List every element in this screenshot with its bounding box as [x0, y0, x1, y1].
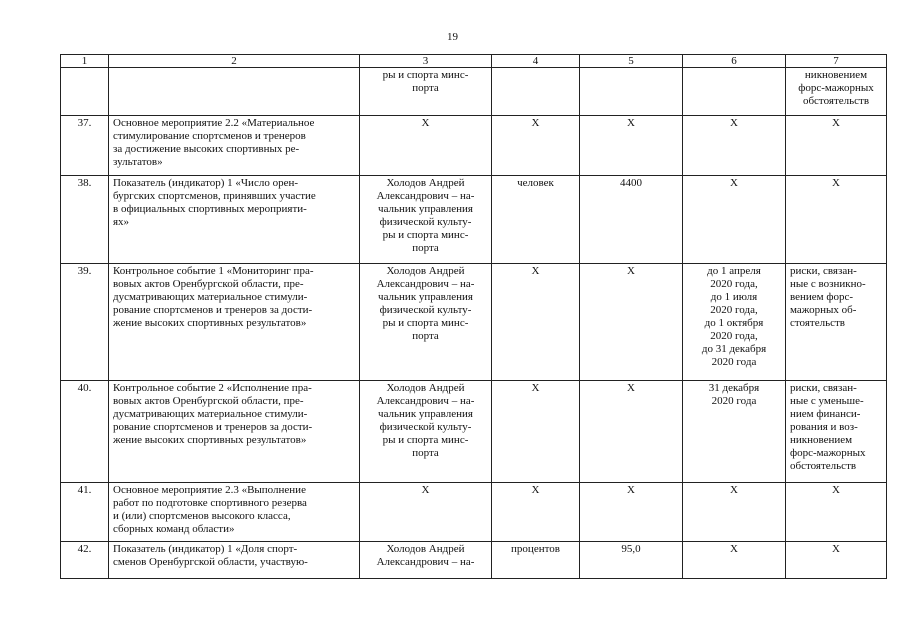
responsible-cell — [360, 264, 492, 381]
row-number-cell — [61, 381, 109, 483]
column-header: 7 — [786, 55, 887, 68]
cell-text: X — [730, 177, 738, 189]
cell-text: X — [627, 382, 635, 394]
row-number-cell — [61, 264, 109, 381]
row-number-cell — [61, 176, 109, 264]
table-row — [61, 264, 887, 381]
row-number-cell — [61, 483, 109, 542]
cell-text: X — [730, 484, 738, 496]
cell-text: X — [730, 543, 738, 555]
cell-text: человек — [517, 177, 554, 189]
description-cell — [109, 68, 360, 116]
responsible-cell — [360, 116, 492, 176]
row-number-cell — [61, 116, 109, 176]
cell-text: 39. — [77, 265, 92, 277]
cell-text: X — [531, 265, 540, 277]
deadline-cell — [683, 483, 786, 542]
cell-text: ры и спорта минс- порта — [382, 69, 469, 94]
cell-text: Основное мероприятие 2.3 «Выполнение работ по подготовке спортивного резерва и (или) спортсменов высокого класса, сборных команд области» — [113, 484, 307, 535]
unit-cell — [492, 68, 580, 116]
responsible-cell — [360, 381, 492, 483]
unit-cell — [492, 264, 580, 381]
table-row — [61, 176, 887, 264]
cell-text: 37. — [77, 117, 92, 129]
cell-text: X — [531, 382, 540, 394]
cell-text: Контрольное событие 1 «Мониторинг пра- вовых актов Оренбургской области, пре- дусматривающих материальное стимули- рование спортсменов и тренеров за дости- жение высоких спортивных результатов» — [113, 265, 314, 329]
risks-cell — [786, 176, 887, 264]
description-cell — [109, 116, 360, 176]
cell-text: Показатель (индикатор) 1 «Число орен- бургских спортсменов, принявших участие в официальных спортивных мероприяти- ях» — [113, 177, 316, 228]
column-header: 6 — [683, 55, 786, 68]
table-row — [61, 116, 887, 176]
value-cell — [580, 176, 683, 264]
description-cell — [109, 381, 360, 483]
table-row — [61, 68, 887, 116]
cell-text: X — [832, 484, 840, 496]
value-cell — [580, 68, 683, 116]
cell-text: X — [421, 484, 430, 496]
description-cell — [109, 542, 360, 579]
cell-text: X — [730, 117, 738, 129]
cell-text: X — [421, 117, 430, 129]
table-row — [61, 381, 887, 483]
cell-text: 41. — [77, 484, 92, 496]
cell-text: 38. — [77, 177, 92, 189]
cell-text: X — [531, 484, 540, 496]
table-row — [61, 542, 887, 579]
risks-cell — [786, 483, 887, 542]
cell-text: X — [627, 265, 635, 277]
row-number-cell — [61, 68, 109, 116]
cell-text: Показатель (индикатор) 1 «Доля спорт- сменов Оренбургской области, участвую- — [113, 543, 308, 568]
description-cell — [109, 264, 360, 381]
measures-table — [60, 54, 887, 579]
responsible-cell — [360, 68, 492, 116]
cell-text: никновением форс-мажорных обстоятельств — [798, 69, 874, 107]
unit-cell — [492, 176, 580, 264]
risks-cell — [786, 381, 887, 483]
deadline-cell — [683, 68, 786, 116]
deadline-cell — [683, 116, 786, 176]
description-cell — [109, 176, 360, 264]
column-header: 5 — [580, 55, 683, 68]
risks-cell — [786, 68, 887, 116]
responsible-cell — [360, 176, 492, 264]
cell-text: X — [832, 543, 840, 555]
risks-cell — [786, 264, 887, 381]
cell-text: 4400 — [620, 177, 642, 189]
cell-text: Контрольное событие 2 «Исполнение пра- вовых актов Оренбургской области, пре- дусматривающих материальное стимули- рование спортсменов и тренеров за дости- жение высоких спортивных результатов» — [113, 382, 313, 446]
cell-text: 40. — [77, 382, 92, 394]
value-cell — [580, 381, 683, 483]
cell-text: Основное мероприятие 2.2 «Материальное стимулирование спортсменов и тренеров за достижение высоких спортивных ре- зультатов» — [113, 117, 315, 168]
cell-text: X — [531, 117, 540, 129]
cell-text: X — [627, 484, 635, 496]
unit-cell — [492, 116, 580, 176]
table-row — [61, 483, 887, 542]
unit-cell — [492, 542, 580, 579]
value-cell — [580, 542, 683, 579]
unit-cell — [492, 483, 580, 542]
risks-cell — [786, 116, 887, 176]
column-header: 2 — [109, 55, 360, 68]
cell-text: Холодов Андрей Александрович – на- чальник управления физической культу- ры и спорта минс- порта — [376, 265, 475, 342]
cell-text: 42. — [77, 543, 92, 555]
table-header-row — [61, 55, 887, 68]
column-header: 1 — [61, 55, 109, 68]
unit-cell — [492, 381, 580, 483]
cell-text: 95,0 — [621, 543, 641, 555]
risks-cell — [786, 542, 887, 579]
page-number: 19 — [447, 31, 458, 43]
value-cell — [580, 483, 683, 542]
column-header: 4 — [492, 55, 580, 68]
deadline-cell — [683, 381, 786, 483]
cell-text: X — [832, 177, 840, 189]
cell-text: Холодов Андрей Александрович – на- — [376, 543, 475, 568]
cell-text: 31 декабря 2020 года — [708, 382, 760, 407]
description-cell — [109, 483, 360, 542]
value-cell — [580, 264, 683, 381]
cell-text: X — [627, 117, 635, 129]
cell-text: процентов — [511, 543, 560, 555]
column-header: 3 — [360, 55, 492, 68]
cell-text: риски, связан- ные с уменьше- нием финанси- рования и воз- никновением форс-мажорных обстоятельств — [790, 382, 866, 472]
cell-text: Холодов Андрей Александрович – на- чальник управления физической культу- ры и спорта минс- порта — [376, 382, 475, 459]
deadline-cell — [683, 176, 786, 264]
cell-text: риски, связан- ные с возникно- вением форс- мажорных об- стоятельств — [790, 265, 866, 329]
deadline-cell — [683, 542, 786, 579]
responsible-cell — [360, 542, 492, 579]
responsible-cell — [360, 483, 492, 542]
cell-text: до 1 апреля 2020 года, до 1 июля 2020 года, до 1 октября 2020 года, до 31 декабря 2020 года — [701, 265, 767, 368]
row-number-cell — [61, 542, 109, 579]
value-cell — [580, 116, 683, 176]
deadline-cell — [683, 264, 786, 381]
cell-text: X — [832, 117, 840, 129]
cell-text: Холодов Андрей Александрович – на- чальник управления физической культу- ры и спорта минс- порта — [376, 177, 475, 254]
